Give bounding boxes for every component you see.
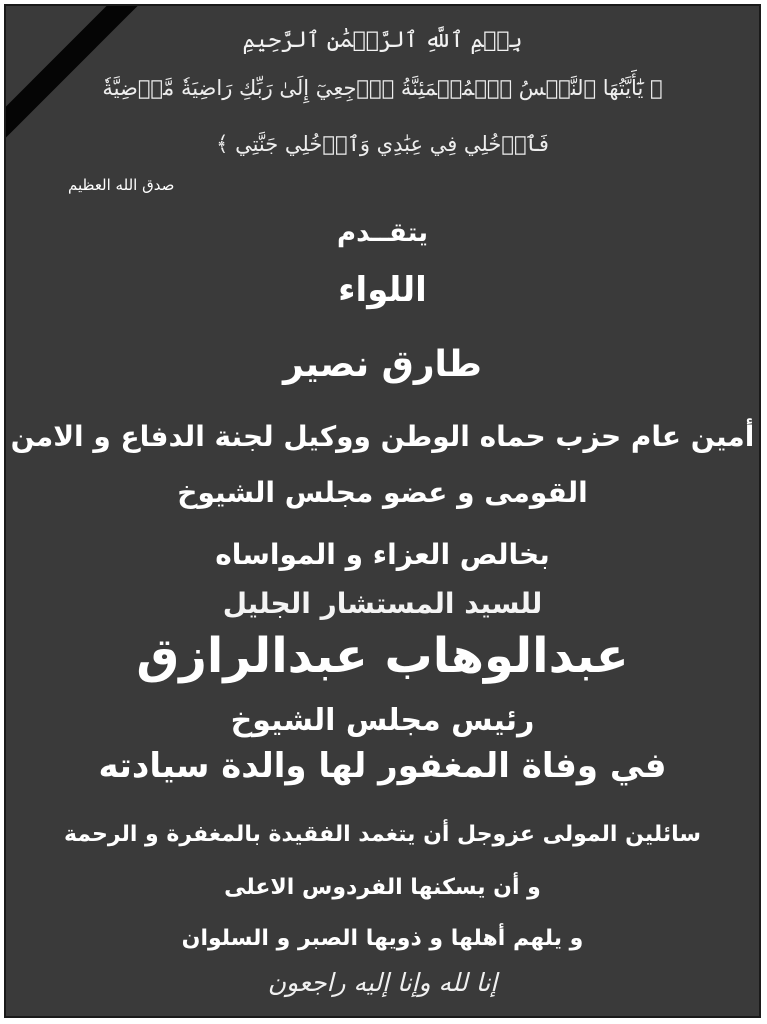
giver-title-line-2: القومى و عضو مجلس الشيوخ [177,476,588,509]
recipient-honorific: للسيد المستشار الجليل [222,587,543,620]
presents-heading: يتقــدم [337,218,428,248]
prayer-line-2: و أن يسكنها الفردوس الاعلى [224,875,541,900]
prayer-line-3: و يلهم أهلها و ذويها الصبر و السلوان [181,926,584,951]
quran-verse-line-2: فَٱدۡخُلِي فِي عِبَٰدِي وَٱدۡخُلِي جَنَّتِي ﴾ [216,132,549,156]
closing-calligraphy: إنا لله وإنا إليه راجعون [267,968,498,997]
mourning-ribbon [4,4,153,139]
prayer-line-1: سائلين المولى عزوجل أن يتغمد الفقيدة بالمغفرة و الرحمة [63,822,702,847]
sadaq-allah-text: صدق الله العظيم [68,176,175,194]
recipient-position: رئيس مجلس الشيوخ [230,703,535,738]
death-announcement: في وفاة المغفور لها والدة سيادته [98,746,667,786]
giver-name: طارق نصير [283,344,482,385]
recipient-name: عبدالوهاب عبدالرازق [136,628,629,684]
giver-rank: اللواء [338,270,427,310]
condolence-card [4,4,761,1018]
giver-title-line-1: أمين عام حزب حماه الوطن ووكيل لجنة الدفاع و الامن [10,420,755,453]
quran-verse-line-1: ﴿ يَٰٓأَيَّتُهَا ٱلنَّفۡسُ ٱلۡمُطۡمَئِنَّةُ ٱرۡجِعِيٓ إِلَىٰ رَبِّكِ رَاضِيَةٗ مَّرۡضِيَّةٗ [102,76,663,100]
basmala: بِسۡمِ ٱللَّهِ ٱلرَّحۡمَٰنِ ٱلرَّحِيمِ [242,28,523,53]
condolence-line: بخالص العزاء و المواساه [215,538,550,571]
